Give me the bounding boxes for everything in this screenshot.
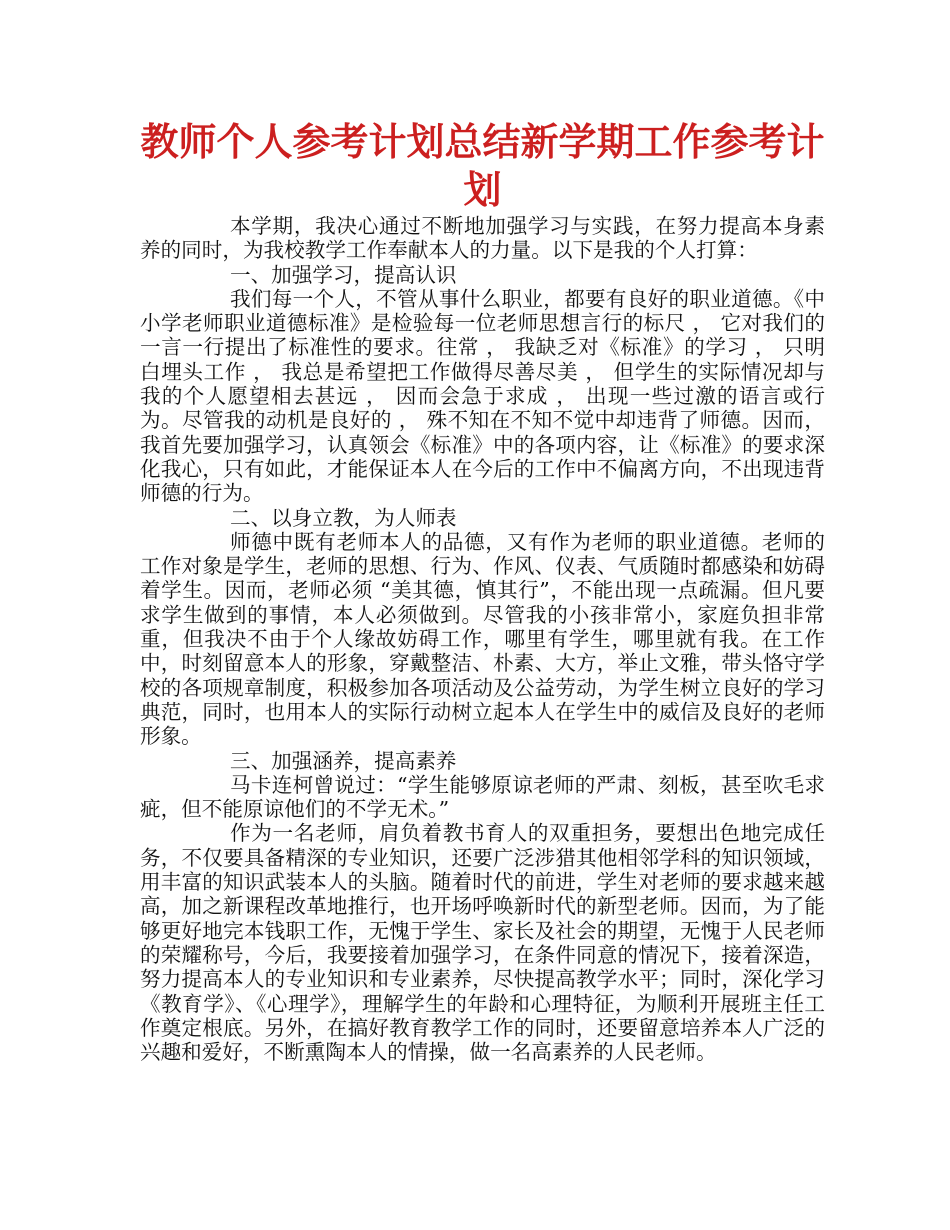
intro-paragraph: 本学期，我决心通过不断地加强学习与实践，在努力提高本身素养的同时，为我校教学工作奉献本人的力量。以下是我的个人打算：	[140, 214, 825, 263]
quote-paragraph: 马卡连柯曾说过：“学生能够原谅老师的严肃、刻板，甚至吹毛求疵，但不能原谅他们的不学无术。”	[140, 772, 825, 822]
document-title: 教师个人参考计划总结新学期工作参考计划	[140, 120, 825, 212]
section-heading-2: 二、以身立教，为人师表	[230, 505, 457, 530]
document-page	[140, 118, 825, 1064]
document-body	[140, 214, 825, 1064]
section-3-paragraph: 作为一名老师，肩负着教书育人的双重担务，要想出色地完成任务，不仅要具备精深的专业知识，还要广泛涉猎其他相邻学科的知识领域，用丰富的知识武装本人的头脑。随着时代的前进，学生对老师的要求越来越高，加之新课程改革地推行，也开场呼唤新时代的新型老师。因而，为了能够更好地完本钱职工作，无愧于学生、家长及社会的期望，无愧于人民老师的荣耀称号，今后，我要接着加强学习，在条件同意的情况下，接着深造，努力提高本人的专业知识和专业素养，尽快提高教学水平；同时，深化学习《教育学》、《心理学》，理解学生的年龄和心理特征，为顺利开展班主任工作奠定根底。另外，在搞好教育教学工作的同时，还要留意培养本人广泛的兴趣和爱好，不断熏陶本人的情操，做一名高素养的人民老师。	[140, 821, 825, 1065]
section-heading-3: 三、加强涵养，提高素养	[230, 748, 457, 773]
section-1-paragraph: 我们每一个人，不管从事什么职业，都要有良好的职业道德。《中小学老师职业道德标准》是检验每一位老师思想言行的标尺 ， 它对我们的一言一行提出了标准性的要求。往常 ， 我缺乏对《标准》的学习 ， 只明白埋头工作 ， 我总是希望把工作做得尽善尽美 ， 但学生的实际情况却与我的个人愿望相去甚远 ， 因而会急于求成 ， 出现一些过激的语言或行为。尽管我的动机是良好的 ， 殊不知在不知不觉中却违背了师德。因而，我首先要加强学习，认真领会《标准》中的各项内容，让《标准》的要求深化我心，只有如此，才能保证本人在今后的工作中不偏离方向，不出现违背师德的行为。	[140, 286, 825, 506]
section-2-paragraph: 师德中既有老师本人的品德，又有作为老师的职业道德。老师的工作对象是学生，老师的思想、行为、作风、仪表、气质随时都感染和妨碍着学生。因而，老师必须 “美其德，慎其行”，不能出现一点疏漏。但凡要求学生做到的事情，本人必须做到。尽管我的小孩非常小，家庭负担非常重，但我决不由于个人缘故妨碍工作，哪里有学生，哪里就有我。在工作中，时刻留意本人的形象，穿戴整洁、朴素、大方，举止文雅，带头恪守学校的各项规章制度，积极参加各项活动及公益劳动，为学生树立良好的学习典范，同时，也用本人的实际行动树立起本人在学生中的威信及良好的老师形象。	[140, 529, 825, 749]
section-heading-1: 一、加强学习，提高认识	[230, 262, 457, 287]
